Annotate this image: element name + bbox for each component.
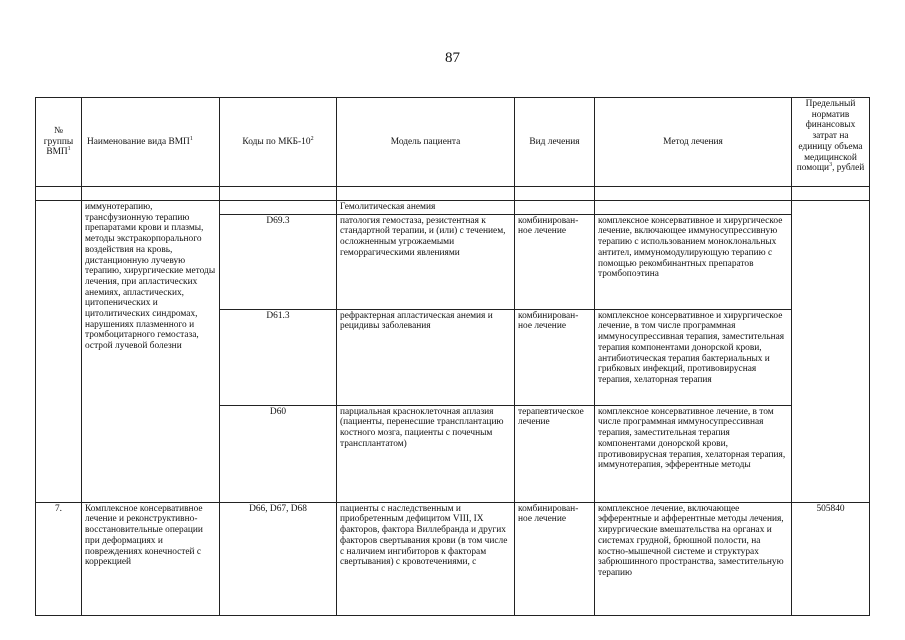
patient-model-cell: пациенты с наследственным и приобретенным дефицитом VIII, IX факторов, фактора Виллебранда и других факторов свертывания крови (в том числе с наличием ингибиторов к факторам свертывания) с кровотечениями, с [337,502,515,615]
icd-code-cell: D69.3 [220,214,337,309]
group-number-cell [36,201,82,503]
patient-model-cell: патология гемостаза, резистентная к стандартной терапии, и (или) с течением, осложненным угрожаемыми геморрагическими явлениями [337,214,515,309]
patient-model-cell: рефрактерная апластическая анемия и рецидивы заболевания [337,309,515,405]
table-row [36,201,870,215]
treatment-type-cell: комбинирован-ное лечение [515,309,595,405]
treatment-method-cell: комплексное консервативное и хирургическое лечение, в том числе программная иммуносупрессивная терапия, заместительная терапия компонентами донорской крови, антибиотическая терапия бактериальных и грибковых инфекций, противовирусная терапия, хелаторная терапия [595,309,792,405]
icd-code-cell: D60 [220,405,337,502]
page-number: 87 [445,50,460,66]
icd-code-cell: D66, D67, D68 [220,502,337,615]
header-row [36,98,870,187]
header-group-number: № группы ВМП$^1$ [36,98,82,187]
treatment-type-cell [515,201,595,215]
vmp-name-cell: Комплексное консервативное лечение и реконструктивно-восстановительные операции при деформациях и повреждениях конечностей с коррекцией [82,502,220,615]
treatment-type-cell: комбинирован-ное лечение [515,214,595,309]
cost-norm-cell [792,201,870,503]
header-treatment-method: Метод лечения [595,98,792,187]
header-vmp-name: Наименование вида ВМП$^1$ [82,98,220,187]
header-icd-codes: Коды по МКБ-$10^2$ [220,98,337,187]
table-row [36,502,870,615]
column-number-row [36,187,870,201]
patient-model-cell: парциальная красноклеточная аплазия (пациенты, перенесшие трансплантацию костного мозга, пациенты с почечным трансплантатом) [337,405,515,502]
treatment-method-cell: комплексное лечение, включающее эфферентные и афферентные методы лечения, хирургические вмешательства на органах и системах грудной, брюшной полости, на костно-мышечной системе и структурах забрюшинного пространства, заместительную терапию [595,502,792,615]
vmp-name-cell: иммунотерапию, трансфузионную терапию препаратами крови и плазмы, методы экстракорпорального воздействия на кровь, дистанционную лучевую терапию, хирургические методы лечения, при апластических анемиях, апластических, цитопенических и цитолитических синдромах, нарушениях плазменного и тромбоцитарного гемостаза, острой лучевой болезни [82,201,220,503]
icd-code-cell: D61.3 [220,309,337,405]
icd-code-cell [220,201,337,215]
group-number-cell: 7. [36,502,82,615]
cost-norm-cell: 505840 [792,502,870,615]
patient-model-cell: Гемолитическая анемия [337,201,515,215]
treatment-method-cell: комплексное консервативное лечение, в том числе программная иммуносупрессивная терапия, заместительная терапия компонентами донорской крови, противовирусная терапия, хелаторная терапия, иммунотерапия, эфферентные методы [595,405,792,502]
vmp-table [35,97,870,616]
treatment-type-cell: комбинирован-ное лечение [515,502,595,615]
treatment-type-cell: терапевтическое лечение [515,405,595,502]
treatment-method-cell: комплексное консервативное и хирургическое лечение, включающее иммуносупрессивную терапию с использованием моноклональных антител, иммуномодулирующую терапию с помощью рекомбинантных препаратов тромбопоэтина [595,214,792,309]
header-treatment-type: Вид лечения [515,98,595,187]
header-patient-model: Модель пациента [337,98,515,187]
header-cost-norm: Предельный норматив финансовых затрат на единицу объема медицинской помощи$^3$, рублей [792,98,870,187]
treatment-method-cell [595,201,792,215]
